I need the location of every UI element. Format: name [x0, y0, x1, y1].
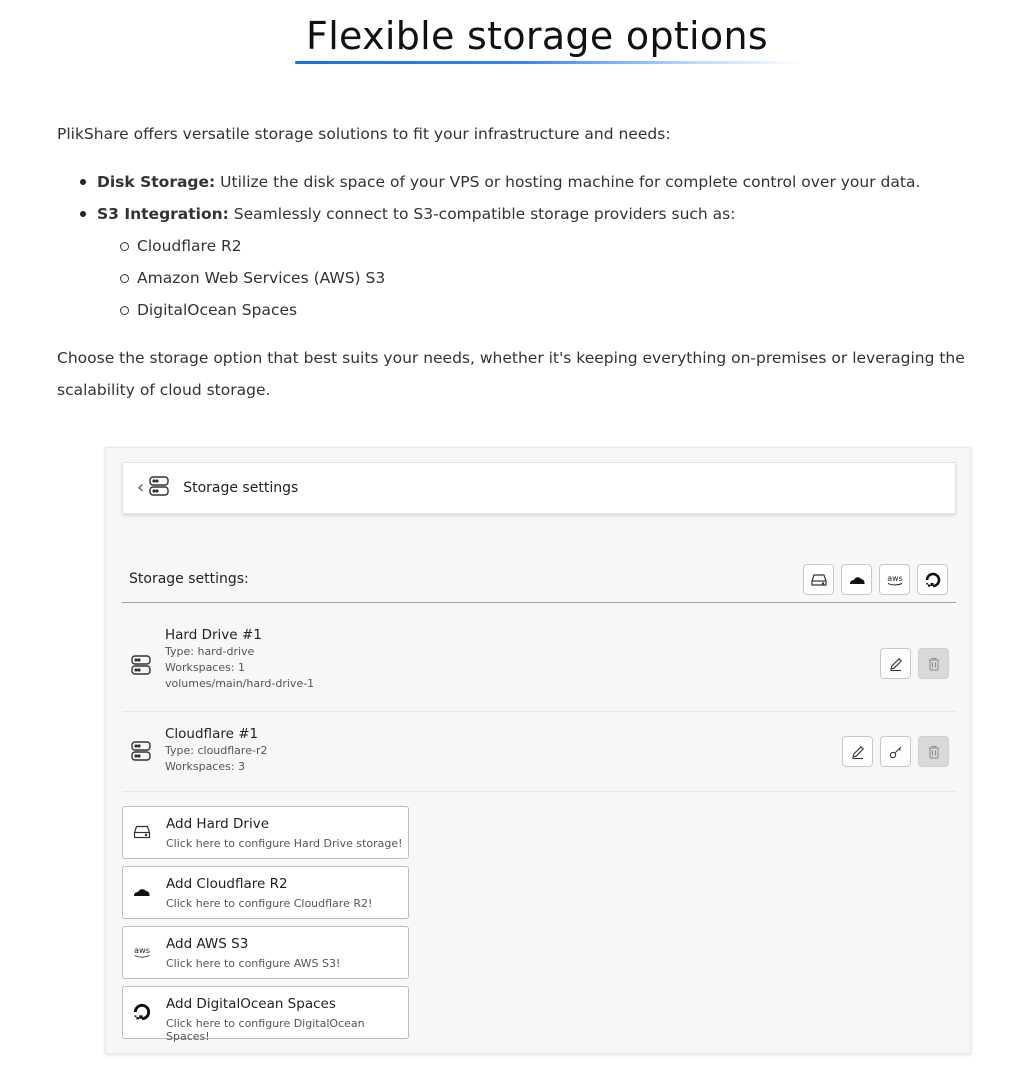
edit-button[interactable] [880, 648, 911, 679]
add-digitalocean-button[interactable] [917, 564, 948, 595]
provider-list [97, 230, 997, 326]
server-icon [130, 740, 152, 766]
list-item [97, 198, 997, 326]
cloudflare-icon [132, 882, 152, 902]
storage-type: Type: hard-drive [165, 645, 255, 658]
bullet-text: Utilize the disk space of your VPS or hosting machine for complete control over your data. [215, 173, 921, 191]
aws-icon [132, 942, 152, 962]
aws-glyph: aws [886, 573, 903, 583]
card-subtitle: Click here to configure Cloudflare R2! [166, 897, 373, 910]
cloudflare-icon [848, 574, 866, 586]
trash-icon [927, 656, 941, 672]
title-underline [295, 61, 803, 64]
section-divider [122, 602, 956, 603]
add-hard-drive-card[interactable] [122, 806, 409, 859]
card-subtitle: Click here to configure DigitalOcean Spaces! [166, 1017, 365, 1043]
aws-icon [885, 573, 905, 587]
app-header [122, 462, 956, 514]
storage-details [165, 626, 314, 692]
back-chevron-icon[interactable]: ‹ [137, 477, 145, 498]
feature-list [97, 166, 997, 326]
delete-button[interactable] [918, 736, 949, 767]
add-storage-toolbar [803, 564, 948, 595]
list-item [97, 166, 997, 198]
key-button[interactable] [880, 736, 911, 767]
digitalocean-icon [132, 1002, 152, 1022]
storage-type: Type: cloudflare-r2 [165, 744, 268, 757]
storage-workspaces: Workspaces: 3 [165, 760, 246, 773]
add-cloudflare-button[interactable] [841, 564, 872, 595]
server-icon [130, 654, 152, 680]
edit-button[interactable] [842, 736, 873, 767]
row-actions [880, 648, 949, 679]
server-icon [148, 475, 170, 501]
provider-item: DigitalOcean Spaces [137, 294, 997, 326]
delete-button[interactable] [918, 648, 949, 679]
pencil-icon [888, 656, 904, 672]
bullet-label: S3 Integration: [97, 205, 229, 223]
add-cloudflare-card[interactable] [122, 866, 409, 919]
storage-row[interactable] [122, 726, 956, 792]
row-actions [842, 736, 949, 767]
card-title: Add AWS S3 [166, 936, 249, 952]
aws-glyph: aws [134, 944, 150, 955]
add-digitalocean-card[interactable] [122, 986, 409, 1043]
card-title: Add Cloudflare R2 [166, 876, 288, 892]
storage-name: Hard Drive #1 [165, 627, 262, 643]
app-screenshot [105, 447, 971, 1054]
add-aws-card[interactable] [122, 926, 409, 979]
section-label: Storage settings: [129, 571, 249, 587]
trash-icon [927, 744, 941, 760]
storage-details [165, 725, 267, 775]
card-title: Add Hard Drive [166, 816, 270, 832]
hard-drive-icon [132, 822, 152, 842]
intro-paragraph: PlikShare offers versatile storage solutions to fit your infrastructure and needs: [57, 125, 671, 143]
provider-item: Amazon Web Services (AWS) S3 [137, 262, 997, 294]
storage-name: Cloudflare #1 [165, 726, 259, 742]
header-title: Storage settings [183, 480, 299, 496]
bullet-text: Seamlessly connect to S3-compatible storage providers such as: [228, 205, 736, 223]
outro-paragraph: Choose the storage option that best suits your needs, whether it's keeping everything on-premises or leveraging the scalability of cloud storage. [57, 349, 965, 399]
bullet-label: Disk Storage: [97, 173, 216, 191]
page-title: Flexible storage options [306, 14, 768, 58]
pencil-icon [850, 744, 866, 760]
digitalocean-icon [924, 571, 942, 589]
card-title: Add DigitalOcean Spaces [166, 996, 336, 1012]
hard-drive-icon [811, 573, 827, 587]
card-subtitle: Click here to configure Hard Drive storage! [166, 837, 403, 850]
storage-path: volumes/main/hard-drive-1 [165, 677, 315, 690]
storage-row[interactable] [122, 626, 956, 712]
storage-workspaces: Workspaces: 1 [165, 661, 246, 674]
key-icon [888, 744, 904, 760]
add-hard-drive-button[interactable] [803, 564, 834, 595]
provider-item: Cloudflare R2 [137, 230, 997, 262]
add-aws-button[interactable] [879, 564, 910, 595]
card-subtitle: Click here to configure AWS S3! [166, 957, 341, 970]
